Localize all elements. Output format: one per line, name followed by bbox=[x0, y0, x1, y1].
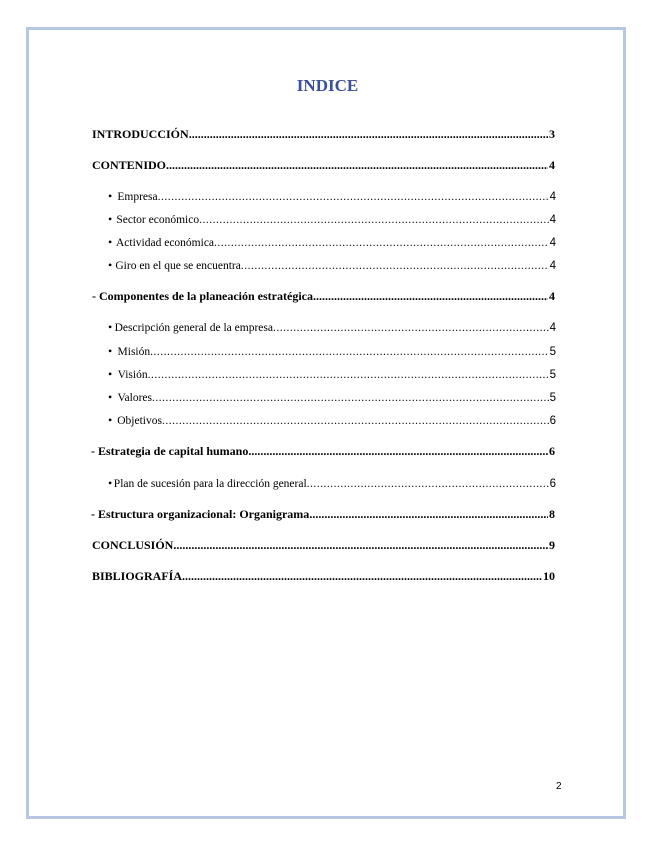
toc-entry[interactable] bbox=[108, 476, 556, 491]
toc-leader bbox=[307, 478, 549, 490]
toc-label: Empresa bbox=[117, 191, 158, 203]
toc-page: 4 bbox=[549, 191, 556, 203]
toc-leader bbox=[166, 158, 548, 173]
toc-page: 4 bbox=[549, 158, 555, 172]
toc-leader bbox=[214, 237, 549, 249]
toc-page: 4 bbox=[549, 214, 556, 226]
toc-entry[interactable] bbox=[108, 189, 556, 204]
toc-page: 4 bbox=[549, 237, 556, 249]
toc-label: INTRODUCCIÓN bbox=[92, 127, 189, 141]
toc-page: 5 bbox=[549, 392, 556, 404]
toc-label: - Estructura organizacional: Organigrama bbox=[91, 507, 310, 521]
page-number: 2 bbox=[556, 781, 562, 792]
toc-entry[interactable] bbox=[91, 507, 555, 522]
toc-entry[interactable] bbox=[108, 212, 556, 227]
bullet-icon: • bbox=[108, 413, 113, 427]
toc-page: 6 bbox=[549, 478, 556, 490]
bullet-icon: • bbox=[108, 320, 113, 334]
toc-leader bbox=[309, 507, 548, 522]
toc-label: Visión bbox=[117, 369, 148, 381]
toc-page: 5 bbox=[549, 369, 556, 381]
toc-leader bbox=[162, 415, 549, 427]
toc-label: Misión bbox=[117, 346, 151, 358]
toc-entry[interactable] bbox=[108, 413, 556, 428]
toc-leader bbox=[248, 444, 548, 459]
toc-entry[interactable] bbox=[108, 235, 556, 250]
toc-label: Descripción general de la empresa bbox=[114, 322, 273, 334]
bullet-icon: • bbox=[108, 235, 113, 249]
toc-label: Giro en el que se encuentra bbox=[115, 260, 241, 272]
bullet-icon: • bbox=[108, 476, 113, 490]
toc-leader bbox=[182, 569, 542, 584]
bullet-icon: • bbox=[108, 344, 113, 358]
toc-label: CONCLUSIÓN bbox=[92, 538, 174, 552]
toc-entry[interactable] bbox=[108, 390, 556, 405]
toc-page: 3 bbox=[549, 127, 555, 141]
toc-entry[interactable] bbox=[108, 367, 556, 382]
toc-leader bbox=[158, 191, 549, 203]
bullet-icon: • bbox=[108, 367, 113, 381]
document-title: INDICE bbox=[296, 76, 359, 95]
bullet-icon: • bbox=[108, 390, 113, 404]
toc-leader bbox=[313, 289, 548, 304]
toc-entry[interactable] bbox=[108, 344, 556, 359]
toc-label: Plan de sucesión para la dirección general bbox=[113, 478, 307, 490]
toc-page: 6 bbox=[549, 444, 555, 458]
toc-entry[interactable] bbox=[92, 569, 555, 584]
toc-page: 10 bbox=[543, 569, 555, 583]
toc-page: 4 bbox=[549, 289, 555, 303]
toc-page: 4 bbox=[549, 260, 556, 272]
toc-page: 8 bbox=[549, 507, 555, 521]
toc-label: Objetivos bbox=[117, 415, 162, 427]
toc-label: - Componentes de la planeación estratégica bbox=[92, 289, 313, 303]
toc-leader bbox=[189, 127, 548, 142]
bullet-icon: • bbox=[108, 212, 113, 226]
bullet-icon: • bbox=[108, 258, 113, 272]
toc-page: 4 bbox=[549, 322, 556, 334]
toc-entry[interactable] bbox=[91, 444, 555, 459]
toc-entry[interactable] bbox=[108, 258, 556, 273]
toc-leader bbox=[173, 538, 548, 553]
toc-page: 9 bbox=[549, 538, 555, 552]
toc-leader bbox=[150, 346, 548, 358]
toc-label: - Estrategia de capital humano bbox=[91, 444, 249, 458]
toc-label: Sector económico bbox=[116, 214, 200, 226]
toc-entry[interactable] bbox=[92, 158, 555, 173]
toc-entry[interactable] bbox=[108, 320, 556, 335]
toc-label: CONTENIDO bbox=[92, 158, 167, 172]
toc-page: 6 bbox=[549, 415, 556, 427]
toc-leader bbox=[152, 392, 549, 404]
toc-label: BIBLIOGRAFÍA bbox=[92, 569, 183, 583]
toc-entry[interactable] bbox=[92, 289, 555, 304]
toc-label: Valores bbox=[117, 392, 152, 404]
toc-entry[interactable] bbox=[92, 127, 555, 142]
bullet-icon: • bbox=[108, 189, 113, 203]
toc-label: Actividad económica bbox=[116, 237, 215, 249]
toc-leader bbox=[199, 214, 549, 226]
toc-leader bbox=[273, 322, 549, 334]
toc-leader bbox=[241, 260, 549, 272]
toc-page: 5 bbox=[549, 346, 556, 358]
toc-entry[interactable] bbox=[92, 538, 555, 553]
toc-leader bbox=[148, 369, 549, 381]
